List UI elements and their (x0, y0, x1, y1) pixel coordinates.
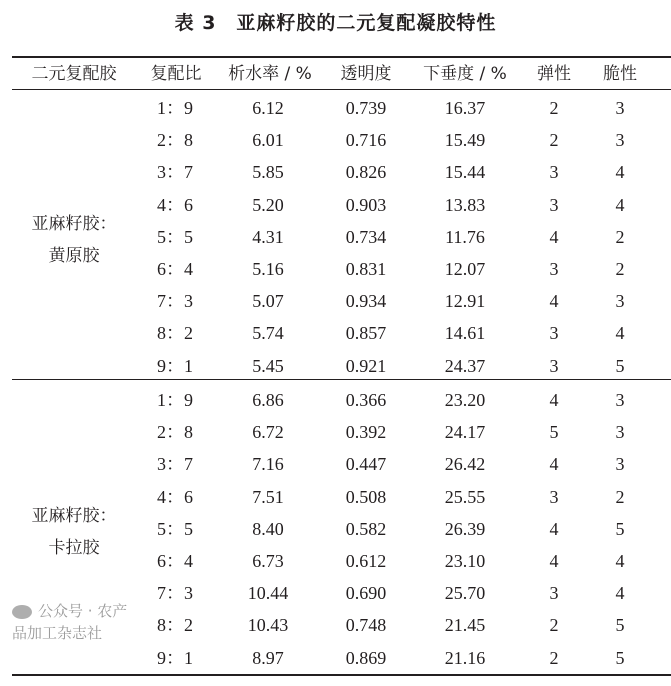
cell-syneresis: 8.97 (252, 647, 284, 668)
cell-sag: 25.55 (444, 486, 486, 507)
cell-brittleness: 3 (615, 130, 625, 151)
cell-transparency: 0.716 (345, 130, 387, 151)
cell-syneresis: 4.31 (252, 226, 284, 247)
cell-sag: 15.44 (444, 162, 486, 183)
header-sag: 下垂度 / % (423, 64, 507, 84)
cell-brittleness: 4 (615, 162, 625, 183)
table-row (0, 384, 671, 416)
cell-transparency: 0.831 (345, 259, 387, 279)
table-title: 表 3 亚麻籽胶的二元复配凝胶特性 (174, 12, 497, 34)
cell-ratio: 4：6 (157, 194, 193, 215)
cell-syneresis: 6.73 (252, 551, 284, 571)
header-elasticity: 弹性 (537, 64, 571, 84)
cell-syneresis: 7.51 (252, 486, 284, 507)
cell-ratio: 5：5 (157, 518, 193, 539)
cell-ratio: 8：2 (157, 615, 193, 636)
group-label-line1: 亚麻籽胶： (31, 506, 117, 526)
cell-syneresis: 5.74 (252, 323, 284, 344)
cell-elasticity: 3 (549, 323, 559, 344)
cell-syneresis: 6.01 (252, 130, 284, 151)
cell-transparency: 0.392 (345, 422, 387, 443)
cell-sag: 23.20 (444, 390, 486, 410)
table-row (0, 189, 671, 221)
cell-brittleness: 5 (615, 615, 625, 636)
cell-syneresis: 5.85 (252, 162, 284, 183)
cell-sag: 21.45 (444, 615, 486, 636)
cell-sag: 12.91 (444, 291, 486, 312)
cell-transparency: 0.921 (345, 355, 387, 376)
cell-sag: 24.17 (444, 422, 486, 443)
header-syneresis: 析水率 / % (228, 64, 312, 84)
cell-ratio: 2：8 (157, 130, 193, 151)
table-row (0, 513, 671, 545)
cell-elasticity: 4 (549, 551, 559, 571)
cell-elasticity: 5 (549, 422, 559, 443)
cell-ratio: 3：7 (157, 162, 193, 183)
table-row (0, 350, 671, 382)
cell-sag: 24.37 (444, 355, 486, 376)
cell-elasticity: 4 (549, 291, 559, 312)
cell-ratio: 6：4 (157, 551, 193, 571)
cell-elasticity: 3 (549, 355, 559, 376)
cell-sag: 16.37 (444, 98, 486, 118)
cell-syneresis: 5.20 (252, 194, 284, 215)
table-row (0, 253, 671, 285)
table-row (0, 481, 671, 513)
cell-ratio: 1：9 (157, 390, 193, 410)
cell-brittleness: 2 (615, 259, 625, 279)
cell-transparency: 0.903 (345, 194, 387, 215)
cell-brittleness: 3 (615, 390, 625, 410)
cell-sag: 26.42 (444, 454, 486, 475)
header-group: 二元复配胶 (31, 64, 117, 84)
table-row (0, 317, 671, 349)
table-row (0, 92, 671, 124)
cell-sag: 21.16 (444, 647, 486, 668)
cell-brittleness: 4 (615, 551, 625, 571)
cell-elasticity: 3 (549, 162, 559, 183)
watermark: 公众号 · 农产品加工杂志社 (12, 602, 128, 642)
cell-sag: 23.10 (444, 551, 486, 571)
cell-elasticity: 2 (549, 647, 559, 668)
table-row (0, 416, 671, 448)
cell-ratio: 5：5 (157, 226, 193, 247)
cell-brittleness: 5 (615, 518, 625, 539)
cell-elasticity: 2 (549, 615, 559, 636)
cell-ratio: 3：7 (157, 454, 193, 475)
cell-syneresis: 6.86 (252, 390, 284, 410)
table-row (0, 642, 671, 674)
cell-transparency: 0.690 (345, 583, 387, 604)
cell-ratio: 7：3 (157, 583, 193, 604)
header-transparency: 透明度 (340, 64, 392, 84)
cell-transparency: 0.748 (345, 615, 387, 636)
cell-elasticity: 4 (549, 390, 559, 410)
cell-syneresis: 5.16 (252, 259, 284, 279)
cell-syneresis: 8.40 (252, 518, 284, 539)
cell-syneresis: 5.07 (252, 291, 284, 312)
cell-brittleness: 5 (615, 355, 625, 376)
cell-brittleness: 3 (615, 98, 625, 118)
cell-sag: 11.76 (445, 226, 485, 247)
table-row (0, 285, 671, 317)
group-label-line1: 亚麻籽胶： (31, 214, 117, 234)
cell-ratio: 9：1 (157, 647, 193, 668)
bottom-rule (12, 674, 671, 676)
cell-brittleness: 3 (615, 454, 625, 475)
cell-sag: 25.70 (444, 583, 486, 604)
cell-elasticity: 3 (549, 259, 559, 279)
cell-brittleness: 5 (615, 647, 625, 668)
table-row (0, 448, 671, 480)
cell-syneresis: 7.16 (252, 454, 284, 475)
top-rule (12, 56, 671, 58)
cell-transparency: 0.508 (345, 486, 387, 507)
table-row (0, 545, 671, 577)
cell-elasticity: 3 (549, 194, 559, 215)
cell-syneresis: 10.43 (247, 615, 289, 636)
cell-brittleness: 3 (615, 422, 625, 443)
cell-brittleness: 2 (615, 486, 625, 507)
cell-sag: 26.39 (444, 518, 486, 539)
cell-ratio: 8：2 (157, 323, 193, 344)
cell-transparency: 0.739 (345, 98, 387, 118)
cell-transparency: 0.582 (345, 518, 387, 539)
cell-ratio: 9：1 (157, 355, 193, 376)
cell-elasticity: 3 (549, 486, 559, 507)
cell-ratio: 6：4 (157, 259, 193, 279)
cell-transparency: 0.612 (345, 551, 387, 571)
cell-ratio: 4：6 (157, 486, 193, 507)
cell-ratio: 7：3 (157, 291, 193, 312)
table-row (0, 221, 671, 253)
group-label-line2: 黄原胶 (48, 246, 100, 266)
cell-sag: 14.61 (444, 323, 486, 344)
table-row (0, 156, 671, 188)
cell-syneresis: 10.44 (247, 583, 289, 604)
cell-transparency: 0.734 (345, 226, 387, 247)
cell-elasticity: 4 (549, 518, 559, 539)
group-separator (12, 379, 671, 380)
cell-transparency: 0.869 (345, 647, 387, 668)
cell-transparency: 0.857 (345, 323, 387, 344)
cell-transparency: 0.447 (345, 454, 387, 475)
wechat-icon (12, 605, 32, 619)
cell-elasticity: 3 (549, 583, 559, 604)
cell-sag: 12.07 (444, 259, 486, 279)
cell-sag: 15.49 (444, 130, 486, 151)
cell-ratio: 2：8 (157, 422, 193, 443)
cell-syneresis: 6.12 (252, 98, 284, 118)
header-brittleness: 脆性 (603, 64, 637, 84)
cell-elasticity: 2 (549, 98, 559, 118)
cell-transparency: 0.826 (345, 162, 387, 183)
cell-syneresis: 5.45 (252, 355, 284, 376)
cell-brittleness: 4 (615, 583, 625, 604)
table-row (0, 124, 671, 156)
cell-brittleness: 3 (615, 291, 625, 312)
cell-elasticity: 4 (549, 454, 559, 475)
cell-elasticity: 2 (549, 130, 559, 151)
header-ratio: 复配比 (150, 64, 202, 84)
cell-brittleness: 4 (615, 194, 625, 215)
cell-transparency: 0.366 (345, 390, 387, 410)
header-rule (12, 89, 671, 90)
cell-elasticity: 4 (549, 226, 559, 247)
cell-transparency: 0.934 (345, 291, 387, 312)
cell-syneresis: 6.72 (252, 422, 284, 443)
cell-brittleness: 4 (615, 323, 625, 344)
cell-ratio: 1：9 (157, 98, 193, 118)
cell-sag: 13.83 (444, 194, 486, 215)
group-label-line2: 卡拉胶 (48, 538, 100, 558)
cell-brittleness: 2 (615, 226, 625, 247)
